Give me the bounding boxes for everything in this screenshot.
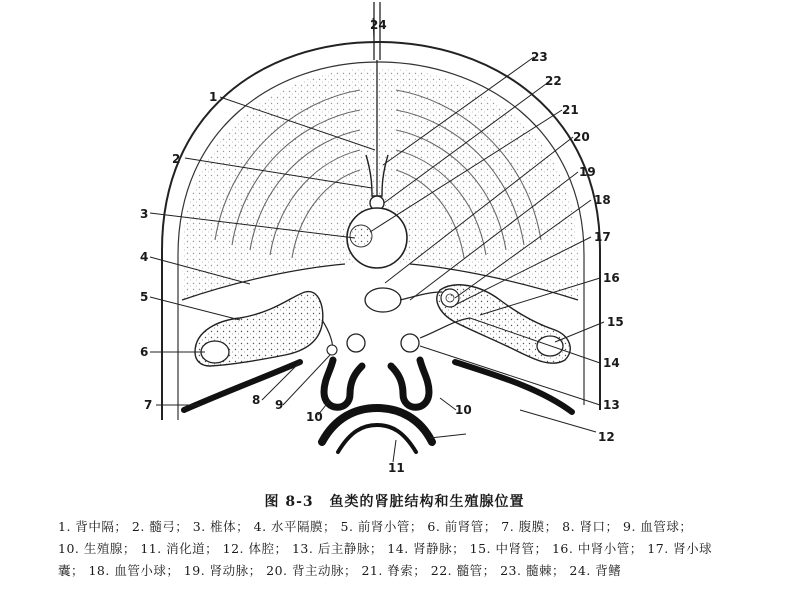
label-22: 22 (545, 74, 562, 88)
label-13: 13 (603, 398, 620, 412)
label-23: 23 (531, 50, 548, 64)
figure-title: 鱼类的肾脏结构和生殖腺位置 (329, 494, 525, 510)
label-4: 4 (140, 250, 149, 264)
label-20: 20 (573, 130, 590, 144)
gonad-right (391, 360, 429, 407)
label-1: 1 (209, 90, 218, 104)
label-15: 15 (607, 315, 624, 329)
label-24: 24 (370, 18, 387, 32)
dorsal-aorta (365, 288, 401, 312)
label-14: 14 (603, 356, 620, 370)
label-5: 5 (140, 290, 149, 304)
label-12: 12 (598, 430, 615, 444)
label-16: 16 (603, 271, 620, 285)
label-10-left: 10 (306, 410, 323, 424)
label-10-right: 10 (455, 403, 472, 417)
notochord (350, 225, 372, 247)
figure-number: 图 8-3 (264, 494, 314, 510)
label-3: 3 (140, 207, 149, 221)
label-19: 19 (579, 165, 596, 179)
label-8: 8 (252, 393, 261, 407)
label-2: 2 (172, 152, 181, 166)
renal-artery (400, 292, 442, 300)
label-7: 7 (144, 398, 153, 412)
pronephric-duct-left (201, 341, 229, 363)
coelom-line (520, 410, 596, 432)
label-21: 21 (562, 103, 579, 117)
posterior-cardinal-vein-right (401, 334, 419, 352)
pronephros-left (195, 292, 323, 366)
posterior-cardinal-vein-left (347, 334, 365, 352)
label-11: 11 (388, 461, 405, 475)
label-6: 6 (140, 345, 149, 359)
digestive-tract (322, 408, 432, 452)
label-9: 9 (275, 398, 284, 412)
glomerulus (446, 294, 454, 302)
label-18: 18 (594, 193, 611, 207)
figure-legend (58, 516, 718, 582)
figure-caption (0, 491, 789, 511)
label-17: 17 (594, 230, 611, 244)
legend-text: 1. 背中隔； 2. 髓弓； 3. 椎体； 4. 水平隔膜； 5. 前肾小管； 6. 前肾管； 7. 腹膜； 8. 肾口； 9. 血管球； 10. 生殖腺； 11. 消化道； 12. 体腔； 13. 后主静脉； 14. 肾静脉； 15. 中肾管； 16. 中肾小管； 17. 肾小球囊； 18. 血管小球； 19. 肾动脉； 20. 背主动脉； 21. 脊索； 22. 髓管； 23. 髓棘； 24. 背鳍 (58, 519, 713, 578)
